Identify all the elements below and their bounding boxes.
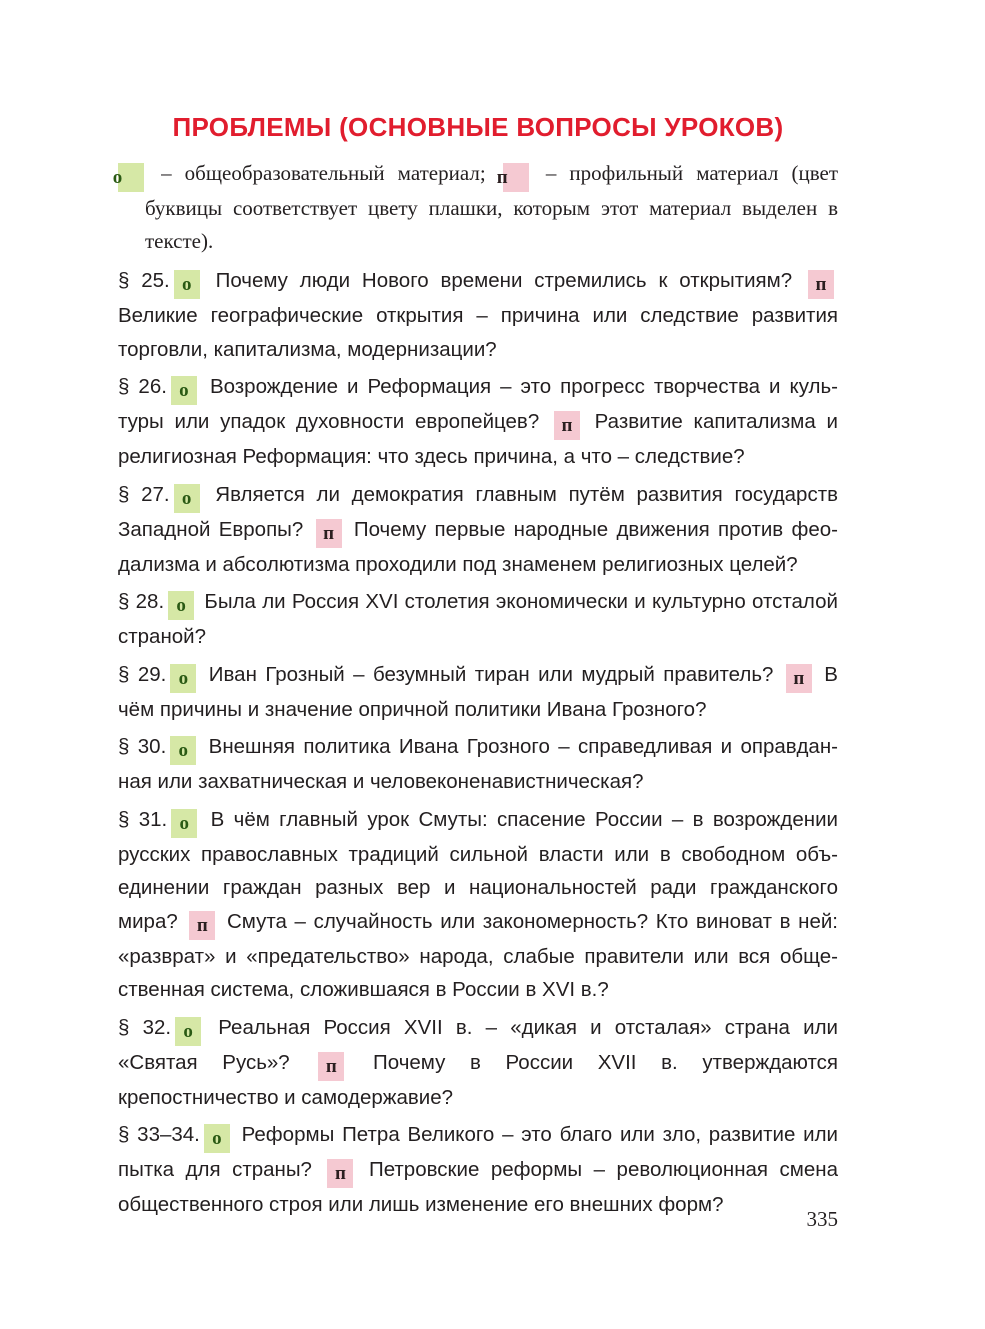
- badge-p: п: [503, 163, 529, 192]
- question-item: [118, 730, 838, 799]
- question-item: [118, 370, 838, 474]
- badge-o: о: [170, 736, 196, 765]
- section-number: § 29.: [118, 662, 167, 686]
- legend-p-text: – профильный материал (цвет буквицы соответствует цвету плашки, которым этот материал выделен в тексте).: [145, 161, 838, 253]
- question-item: [118, 658, 838, 727]
- legend-o-text: – общеобразовательный материал;: [148, 161, 499, 185]
- question-p-text: Развитие капитализма и религиозная Реформация: что здесь причина, а что – следствие?: [118, 410, 838, 468]
- question-p-text: Великие географические открытия – причина или следствие развития торговли, капитализма, модернизации?: [118, 304, 838, 361]
- page-content: [112, 112, 838, 1226]
- badge-p: п: [316, 519, 342, 548]
- badge-p: п: [554, 411, 580, 440]
- badge-p: п: [808, 270, 834, 299]
- question-o-text: В чём главный урок Смуты: спасение России – в возрождении русских православных традиций сильной власти или в свободном объединении граждан разных вер и национальностей ради гражданского мира?: [118, 807, 838, 933]
- questions-list: [118, 264, 838, 1222]
- question-item: [118, 478, 838, 582]
- question-o-text: Возрождение и Реформация – это прогресс творчества и культуры или упадок духовности европейцев?: [118, 375, 838, 433]
- section-number: § 30.: [118, 735, 167, 758]
- section-number: § 28.: [118, 590, 165, 613]
- question-p-text: Петровские реформы – революционная смена общественного строя или лишь изменение его внешних форм?: [118, 1158, 838, 1216]
- page-number: 335: [806, 1207, 838, 1231]
- section-number: § 33–34.: [118, 1123, 200, 1146]
- badge-o: о: [171, 809, 197, 838]
- badge-o: о: [170, 664, 196, 693]
- question-o-text: Реальная Россия XVII в. – «дикая и отсталая» страна или «Святая Русь»?: [118, 1015, 838, 1074]
- question-item: [118, 585, 838, 654]
- question-item: [118, 264, 838, 366]
- badge-o: о: [171, 376, 197, 405]
- page-title: ПРОБЛЕМЫ (ОСНОВНЫЕ ВОПРОСЫ УРОКОВ): [172, 112, 784, 142]
- question-o-text: Почему люди Нового времени стремились к открытиям?: [203, 269, 804, 292]
- badge-p: п: [327, 1159, 353, 1188]
- badge-o: о: [118, 163, 144, 192]
- question-o-text: Иван Грозный – безумный тиран или мудрый правитель?: [200, 662, 782, 686]
- section-number: § 26.: [118, 375, 167, 398]
- question-o-text: Была ли Россия XVI столетия экономически и культурно отсталой страной?: [118, 590, 838, 648]
- question-p-text: Почему первые народные движения против феодализма и абсолютизма проходили под знаменем религиозных целей?: [118, 517, 838, 576]
- question-item: [118, 1011, 838, 1115]
- badge-p: п: [189, 911, 215, 940]
- question-o-text: Является ли демократия главным путём развития государств Западной Европы?: [118, 482, 838, 541]
- section-number: § 27.: [118, 482, 170, 506]
- badge-o: о: [175, 1017, 201, 1046]
- question-o-text: Внешняя политика Ивана Грозного – справедливая и оправданная или захватническая и человеконенавистническая?: [118, 735, 838, 793]
- section-number: § 25.: [118, 269, 170, 292]
- question-o-text: Реформы Петра Великого – это благо или зло, развитие или пытка для страны?: [118, 1123, 838, 1181]
- question-item: [118, 1118, 838, 1222]
- section-number: § 31.: [118, 807, 168, 831]
- question-p-text: Почему в России XVII в. утверждаются крепостничество и самодержавие?: [118, 1050, 838, 1109]
- badge-o: о: [174, 484, 200, 513]
- badge-p: п: [786, 664, 812, 693]
- section-number: § 32.: [118, 1015, 172, 1039]
- badge-o: о: [174, 270, 200, 299]
- badge-p: п: [318, 1052, 344, 1081]
- badge-o: о: [204, 1124, 230, 1153]
- legend: [112, 157, 838, 258]
- question-p-text: В чём причины и значение опричной политики Ивана Грозного?: [118, 662, 838, 721]
- question-item: [118, 803, 838, 1007]
- badge-o: о: [168, 591, 194, 620]
- question-p-text: Смута – случайность или закономерность? Кто виноват в ней: «разврат» и «предательство» народа, слабые правители или вся общественная система, сложившаяся в России в XVI в.?: [118, 909, 838, 1001]
